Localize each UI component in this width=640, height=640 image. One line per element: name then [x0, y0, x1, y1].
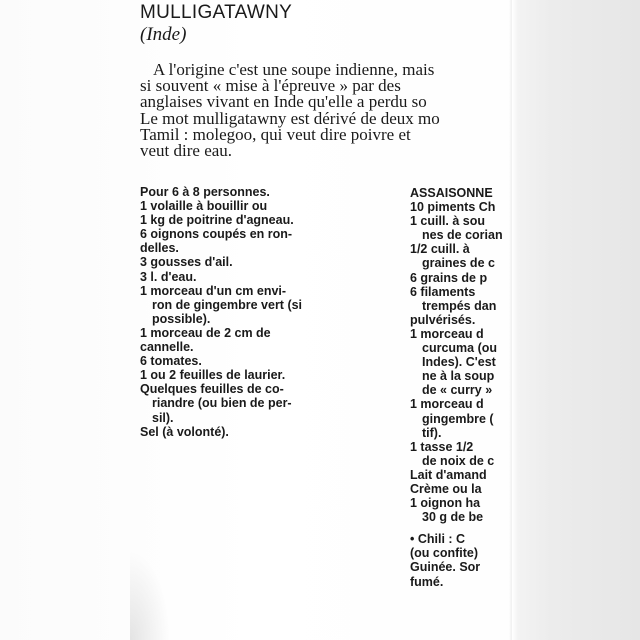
recipe-origin: (Inde)	[140, 24, 187, 45]
ingredient-line: 1 morceau d'un cm envi-	[140, 283, 287, 298]
seasoning-line: gingembre (	[422, 411, 494, 426]
seasoning-line: graines de c	[422, 256, 495, 271]
ingredient-line: 1 kg de poitrine d'agneau.	[140, 213, 294, 228]
seasoning-line: trempés dan	[422, 298, 497, 313]
page-corner-shadow	[130, 550, 170, 640]
intro-line: A l'origine c'est une soupe indienne, mais	[153, 60, 435, 79]
ingredient-line: ron de gingembre vert (si	[152, 297, 303, 312]
seasoning-line: tif).	[422, 425, 442, 440]
ingredient-line: cannelle.	[140, 340, 194, 355]
ingredient-line: riandre (ou bien de per-	[152, 396, 292, 411]
servings-line: Pour 6 à 8 personnes.	[140, 185, 270, 199]
ingredient-line: 1 volaille à bouillir ou	[140, 199, 268, 214]
seasoning-line: 6 filaments	[410, 284, 476, 299]
seasoning-line: 10 piments Ch	[410, 200, 496, 215]
seasoning-line: 1 morceau d	[410, 397, 484, 412]
intro-line: si souvent « mise à l'épreuve » par des	[140, 76, 401, 96]
ingredients-list	[140, 185, 302, 439]
seasoning-line: de « curry »	[422, 383, 493, 398]
seasoning-line: 30 g de be	[422, 510, 484, 525]
seasoning-heading: ASSAISONNE	[410, 186, 493, 200]
seasoning-line: de noix de c	[422, 453, 495, 468]
recipe-intro	[140, 62, 540, 159]
ingredient-line: 3 l. d'eau.	[140, 269, 197, 284]
seasoning-list	[410, 186, 503, 589]
intro-line: Tamil : molegoo, qui veut dire poivre et	[140, 124, 411, 144]
spacer	[410, 524, 503, 532]
ingredient-line: 1 morceau de 2 cm de	[140, 325, 271, 340]
intro-line: anglaises vivant en Inde qu'elle a perdu so	[140, 92, 427, 112]
footnote-line: • Chili : C	[410, 532, 466, 547]
ingredient-line: Sel (à volonté).	[140, 424, 229, 439]
seasoning-line: Indes). C'est	[422, 355, 496, 370]
seasoning-line: 6 grains de p	[410, 270, 488, 285]
ingredient-line: possible).	[152, 311, 211, 326]
seasoning-line: curcuma (ou	[422, 341, 498, 356]
ingredient-line: 3 gousses d'ail.	[140, 255, 233, 270]
footnote-line: Guinée. Sor	[410, 560, 481, 575]
ingredient-line: delles.	[140, 241, 179, 256]
recipe-title: MULLIGATAWNY	[140, 2, 293, 23]
seasoning-line: Lait d'amand	[410, 467, 487, 482]
footnote-line: fumé.	[410, 574, 444, 589]
seasoning-line: Crème ou la	[410, 481, 482, 496]
seasoning-line: 1/2 cuill. à	[410, 242, 470, 257]
seasoning-line: 1 morceau d	[410, 326, 484, 341]
ingredient-line: Quelques feuilles de co-	[140, 382, 284, 397]
seasoning-line: nes de corian	[422, 228, 503, 243]
intro-line: Le mot mulligatawny est dérivé de deux mo	[140, 108, 440, 128]
ingredient-line: 6 oignons coupés en ron-	[140, 227, 293, 242]
ingredient-line: sil).	[152, 410, 174, 425]
intro-line: veut dire eau.	[140, 141, 233, 161]
page-fold-shadow	[512, 0, 640, 640]
ingredient-line: 1 ou 2 feuilles de laurier.	[140, 368, 286, 383]
footnote-line: (ou confite)	[410, 546, 479, 561]
seasoning-line: pulvérisés.	[410, 312, 476, 327]
seasoning-line: ne à la soup	[422, 369, 495, 384]
seasoning-line: 1 tasse 1/2	[410, 439, 474, 454]
ingredient-line: 6 tomates.	[140, 354, 202, 369]
seasoning-line: 1 cuill. à sou	[410, 214, 486, 229]
seasoning-line: 1 oignon ha	[410, 496, 481, 511]
